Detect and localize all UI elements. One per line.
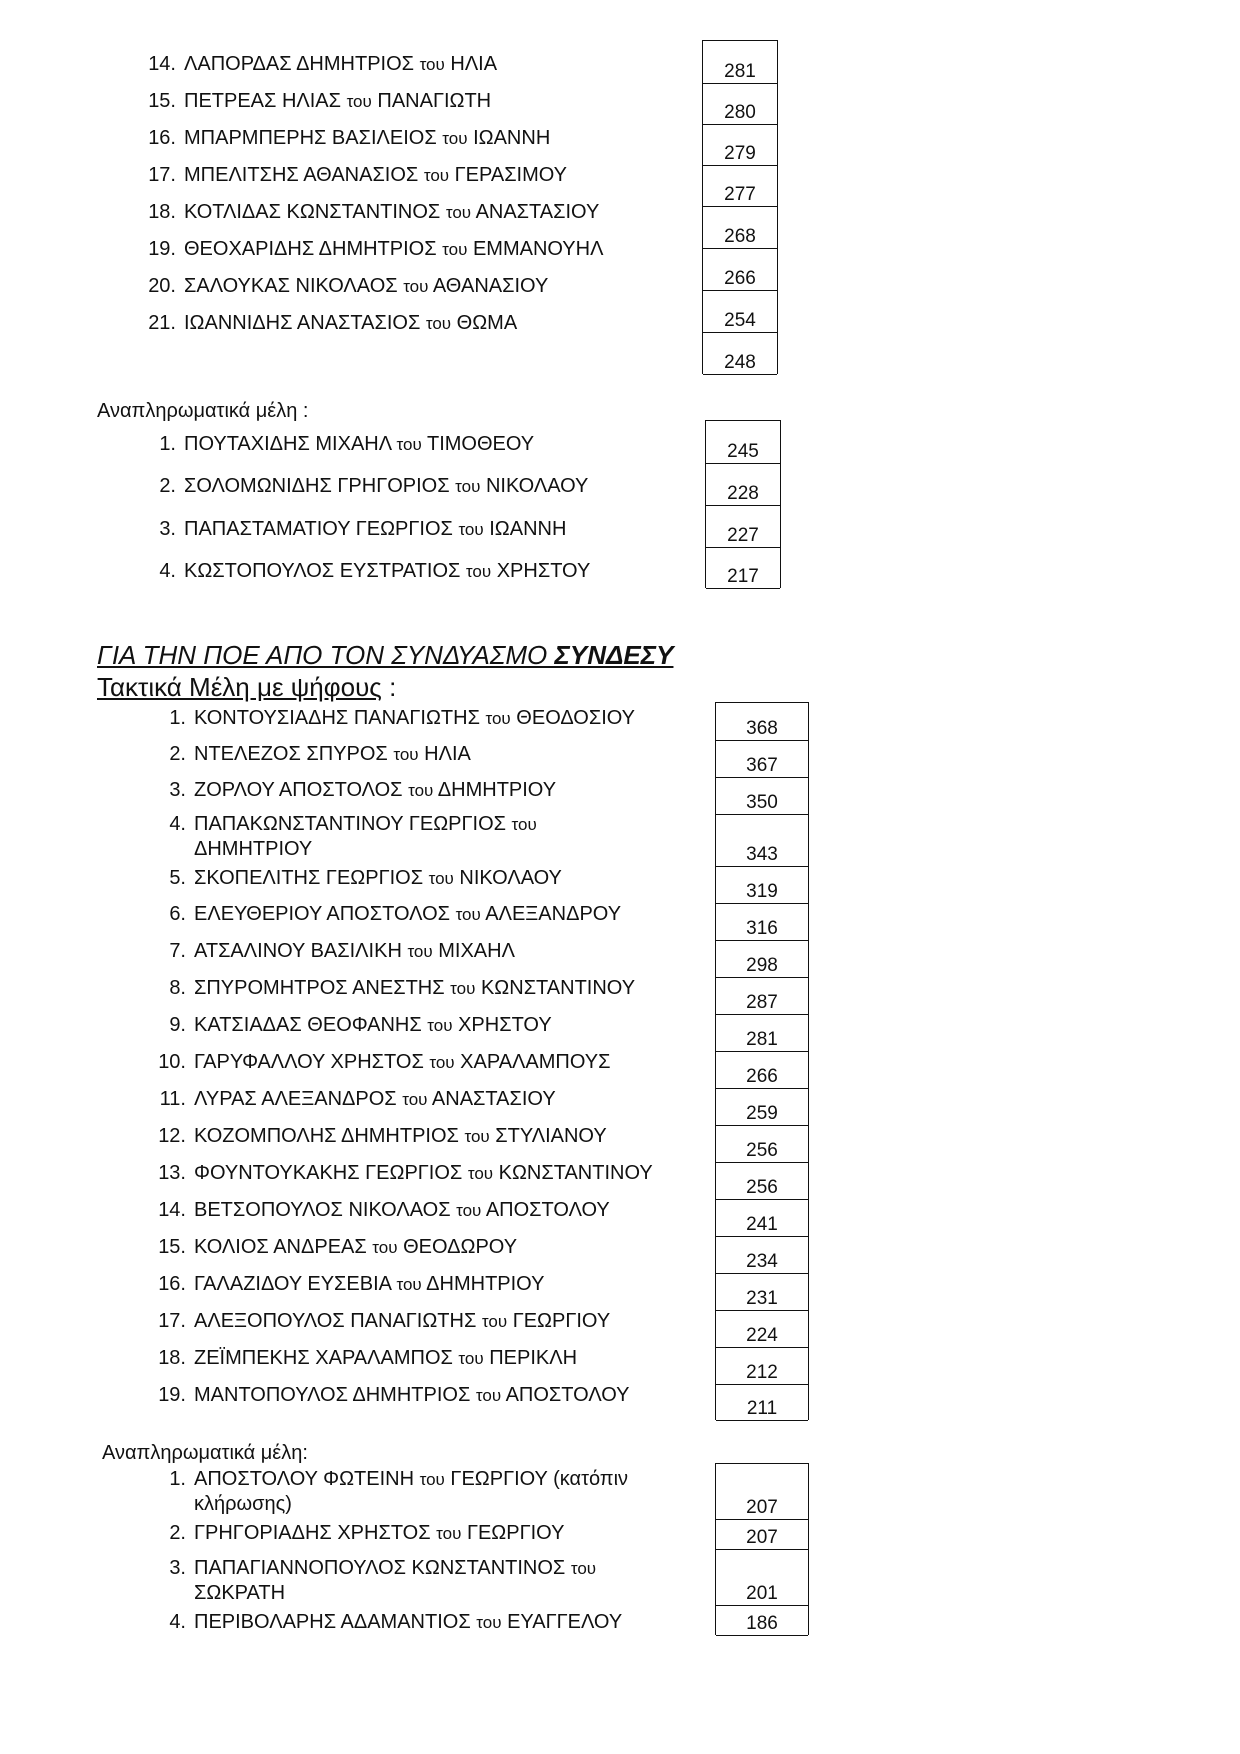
vote-cell: 248 [703,333,777,375]
list-item: 19. ΘΕΟΧΑΡΙΔΗΣ ΔΗΜΗΤΡΙΟΣ του ΕΜΜΑΝΟΥΗΛ [148,238,604,260]
list-item: 3. ΠΑΠΑΣΤΑΜΑΤΙΟΥ ΓΕΩΡΓΙΟΣ του ΙΩΑΝΝΗ [159,518,567,540]
list-item: 4. ΠΑΠΑΚΩΝΣΤΑΝΤΙΝΟΥ ΓΕΩΡΓΙΟΣ του ΔΗΜΗΤΡΙΟΥ [169,813,537,860]
vote-cell: 259 [716,1089,808,1126]
list-item: 6. ΕΛΕΥΘΕΡΙΟΥ ΑΠΟΣΤΟΛΟΣ του ΑΛΕΞΑΝΔΡΟΥ [169,903,622,925]
vote-cell: 280 [703,84,777,125]
list-item: 12. ΚΟΖΟΜΠΟΛΗΣ ΔΗΜΗΤΡΙΟΣ του ΣΤΥΛΙΑΝΟΥ [158,1125,607,1147]
vote-cell: 217 [706,548,780,589]
section1-alternates-label: Αναπληρωματικά μέλη : [97,400,309,422]
list-item: 4. ΠΕΡΙΒΟΛΑΡΗΣ ΑΔΑΜΑΝΤΙΟΣ του ΕΥΑΓΓΕΛΟΥ [169,1611,623,1633]
vote-cell: 319 [716,867,808,904]
list-item: 3. ΖΟΡΛΟΥ ΑΠΟΣΤΟΛΟΣ του ΔΗΜΗΤΡΙΟΥ [169,779,557,801]
vote-cell: 256 [716,1126,808,1163]
vote-cell: 231 [716,1274,808,1311]
list-item: 18. ΚΟΤΛΙΔΑΣ ΚΩΝΣΤΑΝΤΙΝΟΣ του ΑΝΑΣΤΑΣΙΟΥ [148,201,600,223]
list-item: 15. ΠΕΤΡΕΑΣ ΗΛΙΑΣ του ΠΑΝΑΓΙΩΤΗ [148,90,492,112]
vote-cell: 281 [703,41,777,84]
list-item: 14. ΒΕΤΣΟΠΟΥΛΟΣ ΝΙΚΟΛΑΟΣ του ΑΠΟΣΤΟΛΟΥ [158,1199,610,1221]
vote-cell: 266 [703,249,777,291]
list-item: 11. ΛΥΡΑΣ ΑΛΕΞΑΝΔΡΟΣ του ΑΝΑΣΤΑΣΙΟΥ [159,1088,556,1110]
vote-cell: 368 [716,703,808,741]
section2-heading: ΓΙΑ ΤΗΝ ΠΟΕ ΑΠΟ ΤΟΝ ΣΥΝΔΥΑΣΜΟ ΣΥΝΔΕΣΥ [97,640,674,670]
vote-cell: 228 [706,464,780,506]
vote-cell: 211 [716,1385,808,1421]
vote-cell: 186 [716,1606,808,1636]
vote-cell: 256 [716,1163,808,1200]
list-item: 2. ΝΤΕΛΕΖΟΣ ΣΠΥΡΟΣ του ΗΛΙΑ [169,743,471,765]
list-item: 1. ΠΟΥΤΑΧΙΔΗΣ ΜΙΧΑΗΛ του ΤΙΜΟΘΕΟΥ [159,433,535,455]
list-item: 9. ΚΑΤΣΙΑΔΑΣ ΘΕΟΦΑΝΗΣ του ΧΡΗΣΤΟΥ [169,1014,552,1036]
list-item: 3. ΠΑΠΑΓΙΑΝΝΟΠΟΥΛΟΣ ΚΩΝΣΤΑΝΤΙΝΟΣ του ΣΩΚΡΑΤΗ [169,1557,597,1604]
section2-votes-column [715,702,809,1420]
vote-cell: 343 [716,815,808,867]
list-item: 17. ΑΛΕΞΟΠΟΥΛΟΣ ΠΑΝΑΓΙΩΤΗΣ του ΓΕΩΡΓΙΟΥ [158,1310,611,1332]
list-item: 14. ΛΑΠΟΡΔΑΣ ΔΗΜΗΤΡΙΟΣ του ΗΛΙΑ [148,53,498,75]
list-item: 21. ΙΩΑΝΝΙΔΗΣ ΑΝΑΣΤΑΣΙΟΣ του ΘΩΜΑ [148,312,518,334]
list-item: 19. ΜΑΝΤΟΠΟΥΛΟΣ ΔΗΜΗΤΡΙΟΣ του ΑΠΟΣΤΟΛΟΥ [158,1384,630,1406]
vote-cell: 234 [716,1237,808,1274]
list-item: 2. ΓΡΗΓΟΡΙΑΔΗΣ ΧΡΗΣΤΟΣ του ΓΕΩΡΓΙΟΥ [169,1522,565,1544]
vote-cell: 254 [703,291,777,333]
list-item: 10. ΓΑΡΥΦΑΛΛΟΥ ΧΡΗΣΤΟΣ του ΧΑΡΑΛΑΜΠΟΥΣ [158,1051,611,1073]
vote-cell: 268 [703,207,777,249]
list-item: 17. ΜΠΕΛΙΤΣΗΣ ΑΘΑΝΑΣΙΟΣ του ΓΕΡΑΣΙΜΟΥ [148,164,568,186]
list-item: 2. ΣΟΛΟΜΩΝΙΔΗΣ ΓΡΗΓΟΡΙΟΣ του ΝΙΚΟΛΑΟΥ [159,475,589,497]
section2-subheading: Τακτικά Μέλη με ψήφους : [97,672,397,702]
vote-cell: 212 [716,1348,808,1385]
list-item: 15. ΚΟΛΙΟΣ ΑΝΔΡΕΑΣ του ΘΕΟΔΩΡΟΥ [158,1236,518,1258]
vote-cell: 266 [716,1052,808,1089]
vote-cell: 279 [703,125,777,166]
list-item: 7. ΑΤΣΑΛΙΝΟΥ ΒΑΣΙΛΙΚΗ του ΜΙΧΑΗΛ [169,940,515,962]
vote-cell: 224 [716,1311,808,1348]
list-item: 4. ΚΩΣΤΟΠΟΥΛΟΣ ΕΥΣΤΡΑΤΙΟΣ του ΧΡΗΣΤΟΥ [159,560,591,582]
vote-cell: 367 [716,741,808,778]
vote-cell: 241 [716,1200,808,1237]
vote-cell: 227 [706,506,780,548]
vote-cell: 287 [716,978,808,1015]
section1-alternates-votes-column [705,420,781,588]
vote-cell: 277 [703,166,777,207]
section2-alternates-label: Αναπληρωματικά μέλη: [102,1442,308,1464]
list-item: 16. ΜΠΑΡΜΠΕΡΗΣ ΒΑΣΙΛΕΙΟΣ του ΙΩΑΝΝΗ [148,127,551,149]
vote-cell: 350 [716,778,808,815]
vote-cell: 316 [716,904,808,941]
section1-votes-column [702,40,778,374]
list-item: 20. ΣΑΛΟΥΚΑΣ ΝΙΚΟΛΑΟΣ του ΑΘΑΝΑΣΙΟΥ [148,275,549,297]
list-item: 8. ΣΠΥΡΟΜΗΤΡΟΣ ΑΝΕΣΤΗΣ του ΚΩΝΣΤΑΝΤΙΝΟΥ [169,977,636,999]
vote-cell: 207 [716,1464,808,1520]
list-item: 1. ΑΠΟΣΤΟΛΟΥ ΦΩΤΕΙΝΗ του ΓΕΩΡΓΙΟΥ (κατόπιν κλήρωσης) [169,1468,629,1515]
list-item: 13. ΦΟΥΝΤΟΥΚΑΚΗΣ ΓΕΩΡΓΙΟΣ του ΚΩΝΣΤΑΝΤΙΝΟΥ [158,1162,653,1184]
vote-cell: 201 [716,1550,808,1606]
list-item: 18. ΖΕΪΜΠΕΚΗΣ ΧΑΡΑΛΑΜΠΟΣ του ΠΕΡΙΚΛΗ [158,1347,578,1369]
list-item: 5. ΣΚΟΠΕΛΙΤΗΣ ΓΕΩΡΓΙΟΣ του ΝΙΚΟΛΑΟΥ [169,867,562,889]
vote-cell: 245 [706,421,780,464]
vote-cell: 281 [716,1015,808,1052]
list-item: 16. ΓΑΛΑΖΙΔΟΥ ΕΥΣΕΒΙΑ του ΔΗΜΗΤΡΙΟΥ [158,1273,545,1295]
section2-alternates-votes-column [715,1463,809,1635]
list-item: 1. ΚΟΝΤΟΥΣΙΑΔΗΣ ΠΑΝΑΓΙΩΤΗΣ του ΘΕΟΔΟΣΙΟΥ [169,707,635,729]
vote-cell: 207 [716,1520,808,1550]
vote-cell: 298 [716,941,808,978]
